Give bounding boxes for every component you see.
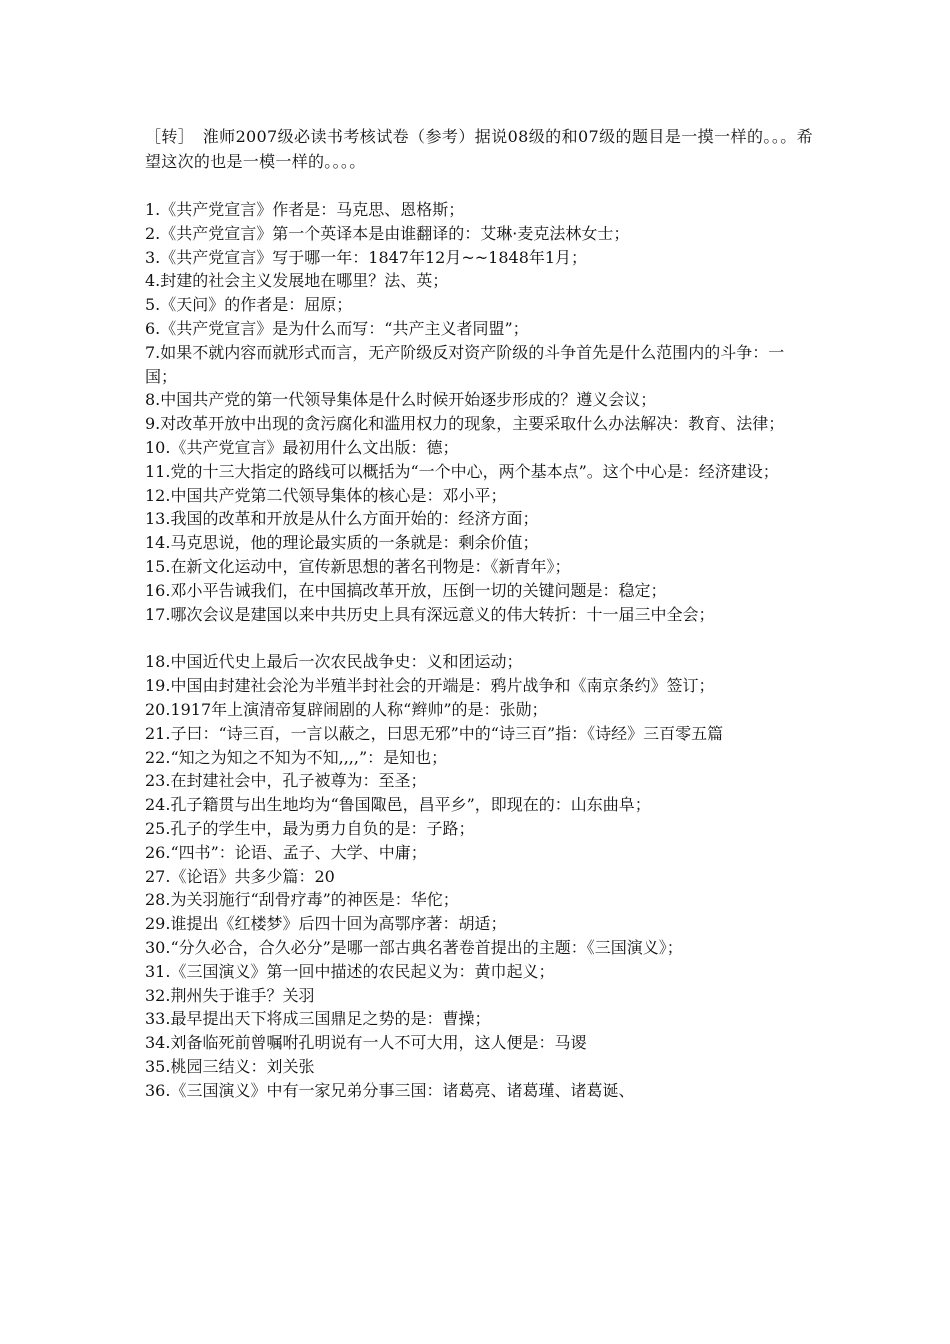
question-item: 5.《天问》的作者是：屈原； (145, 295, 353, 315)
question-item: 25.孔子的学生中，最为勇力自负的是：子路； (145, 818, 475, 838)
question-item: 28.为关羽施行“刮骨疗毒”的神医是：华佗； (145, 890, 459, 910)
document-intro: ［转］ 淮师2007级必读书考核试卷（参考）据说08级的和07级的题目是一摸一样的。。。希望这次的也是一模一样的。。。。 (145, 127, 813, 171)
question-item: 24.孔子籍贯与出生地均为“鲁国陬邑，昌平乡”，即现在的：山东曲阜； (145, 795, 651, 815)
question-item: 1.《共产党宣言》作者是：马克思、恩格斯； (145, 200, 465, 219)
question-item: 8.中国共产党的第一代领导集体是什么时候开始逐步形成的？遵义会议； (145, 390, 657, 410)
question-item: 15.在新文化运动中，宣传新思想的著名刊物是：《新青年》； (145, 556, 571, 576)
question-item: 17.哪次会议是建国以来中共历史上具有深远意义的伟大转折：十一届三中全会； (145, 604, 715, 624)
document-page (145, 124, 813, 1102)
question-item: 33.最早提出天下将成三国鼎足之势的是：曹操； (145, 1009, 491, 1029)
question-item: 6.《共产党宣言》是为什么而写：“共产主义者同盟”； (145, 318, 529, 338)
question-item: 11.党的十三大指定的路线可以概括为“一个中心，两个基本点”。这个中心是：经济建设； (145, 461, 779, 481)
question-item: 30.“分久必合，合久必分”是哪一部古典名著卷首提出的主题：《三国演义》； (145, 937, 683, 957)
question-item: 29.谁提出《红楼梦》后四十回为高鄂序著：胡适； (145, 914, 507, 934)
question-item: 20.1917年上演清帝复辟闹剧的人称“辫帅”的是：张勋； (145, 699, 548, 719)
question-item: 26.“四书”：论语、孟子、大学、中庸； (145, 842, 427, 862)
question-item: 3.《共产党宣言》写于哪一年：1847年12月~~1848年1月； (145, 247, 588, 267)
question-item: 10.《共产党宣言》最初用什么文出版：德； (145, 437, 459, 457)
question-list (145, 198, 813, 1102)
spacer (145, 174, 813, 198)
question-item: 27.《论语》共多少篇：20 (145, 866, 335, 886)
question-item: 13.我国的改革和开放是从什么方面开始的：经济方面； (145, 509, 539, 529)
question-item: 36.《三国演义》中有一家兄弟分事三国：诸葛亮、诸葛瑾、诸葛诞、 (145, 1080, 635, 1100)
question-item: 35.桃园三结义：刘关张 (145, 1056, 315, 1076)
question-item: 18.中国近代史上最后一次农民战争史：义和团运动； (145, 652, 523, 672)
question-item: 22.“知之为知之不知为不知,,,,”：是知也； (145, 747, 448, 767)
question-item: 7.如果不就内容而就形式而言，无产阶级反对资产阶级的斗争首先是什么范围内的斗争：一国； (145, 342, 785, 386)
question-item: 31.《三国演义》第一回中描述的农民起义为：黄巾起义； (145, 961, 555, 981)
question-item: 14.马克思说，他的理论最实质的一条就是：剩余价值； (145, 533, 539, 553)
question-item: 2.《共产党宣言》第一个英译本是由谁翻译的：艾琳·麦克法林女士； (145, 223, 630, 243)
question-item: 21.子曰：“诗三百，一言以蔽之，曰思无邪”中的“诗三百”指：《诗经》三百零五篇 (145, 723, 724, 743)
question-item: 12.中国共产党第二代领导集体的核心是：邓小平； (145, 485, 507, 505)
question-item: 23.在封建社会中，孔子被尊为：至圣； (145, 771, 427, 791)
question-item: 32.荆州失于谁手？关羽 (145, 985, 315, 1005)
question-item: 9.对改革开放中出现的贪污腐化和滥用权力的现象，主要采取什么办法解决：教育、法律； (145, 414, 785, 434)
question-item: 34.刘备临死前曾嘱咐孔明说有一人不可大用，这人便是：马谡 (145, 1033, 587, 1053)
question-item: 19.中国由封建社会沦为半殖半封社会的开端是：鸦片战争和《南京条约》签订； (145, 676, 715, 696)
question-item: 4.封建的社会主义发展地在哪里？法、英； (145, 271, 449, 291)
question-item: 16.邓小平告诫我们，在中国搞改革开放，压倒一切的关键问题是：稳定； (145, 580, 667, 600)
